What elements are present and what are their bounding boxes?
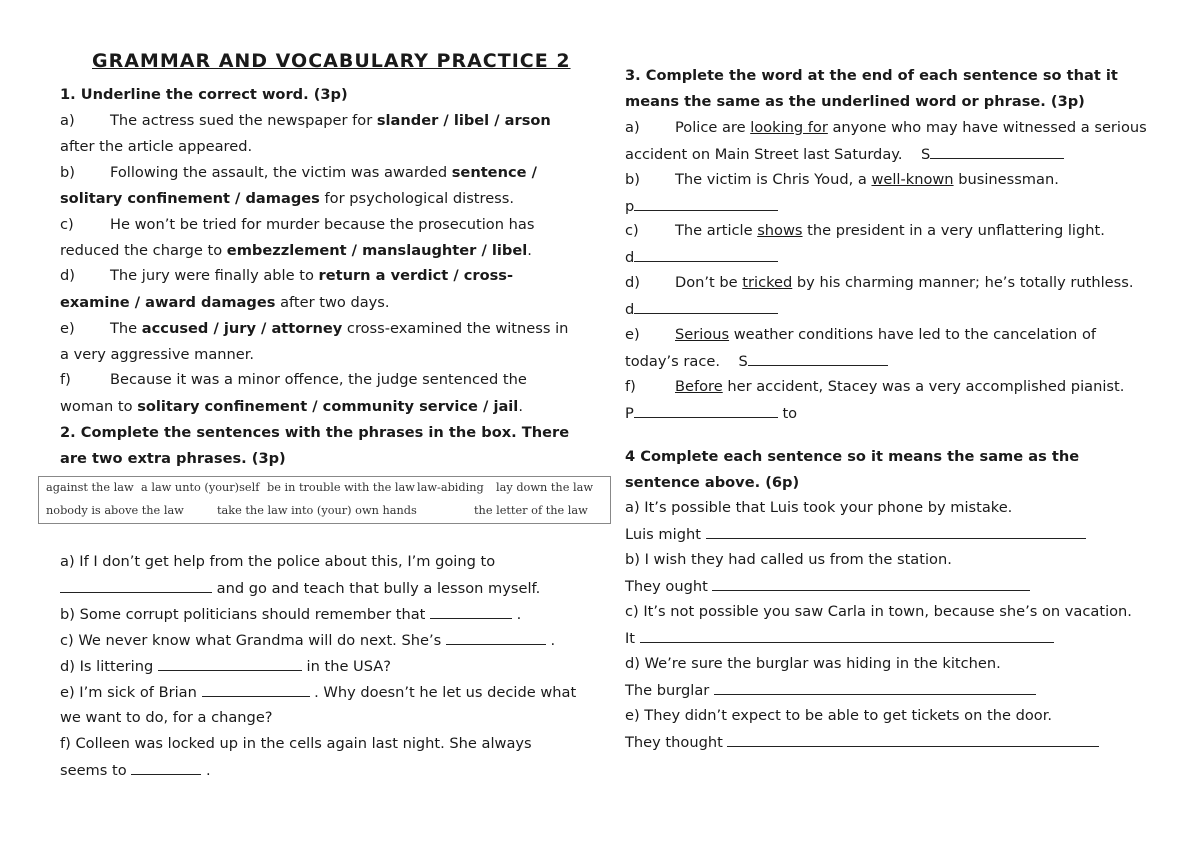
ex2-item-e-cont: we want to do, for a change? [60, 709, 273, 726]
ex1-item-b: b) Following the assault, the victim was awarded sentence / [60, 164, 537, 181]
answer-line[interactable] [640, 628, 1054, 643]
ex2-item-d: d) Is littering in the USA? [60, 658, 392, 675]
ex1-heading: 1. Underline the correct word. (3p) [60, 86, 348, 103]
answer-blank[interactable] [158, 656, 302, 671]
ex1-item-d: d) The jury were finally able to return a verdict / cross- [60, 267, 514, 284]
phrase: nobody is above the law [46, 504, 184, 517]
ex3-item-c-cont: d [625, 247, 778, 268]
answer-blank[interactable] [202, 682, 310, 697]
ex2-item-a-cont: and go and teach that bully a lesson myself. [60, 578, 540, 599]
ex4-item-a-answer: Luis might [625, 524, 1086, 545]
ex4-item-b: b) I wish they had called us from the station. [625, 551, 952, 568]
ex4-item-c-answer: It [625, 628, 1054, 649]
answer-line[interactable] [706, 524, 1086, 539]
ex3-item-b: b) The victim is Chris Youd, a well-known businessman. [625, 171, 1059, 188]
answer-blank[interactable] [634, 247, 778, 262]
phrase: a law unto (your)self [141, 481, 260, 494]
ex2-item-b: b) Some corrupt politicians should remember that . [60, 606, 522, 623]
ex3-item-f-cont: P to [625, 405, 798, 422]
answer-blank[interactable] [446, 630, 546, 645]
phrase: law-abiding [417, 481, 484, 494]
ex2-item-f-cont: seems to . [60, 762, 211, 779]
phrase-box [38, 476, 611, 524]
ex1-item-c-cont: reduced the charge to embezzlement / manslaughter / libel. [60, 242, 532, 259]
ex1-item-e-cont: a very aggressive manner. [60, 346, 255, 363]
ex1-item-a-cont: after the article appeared. [60, 138, 253, 155]
ex1-item-f: f) Because it was a minor offence, the judge sentenced the [60, 371, 527, 388]
ex3-item-f: f) Before her accident, Stacey was a very accomplished pianist. [625, 378, 1125, 395]
ex1-item-d-cont: examine / award damages after two days. [60, 294, 390, 311]
ex4-item-d-answer: The burglar [625, 680, 1036, 701]
ex4-item-b-answer: They ought [625, 576, 1030, 597]
worksheet-title: GRAMMAR AND VOCABULARY PRACTICE 2 [92, 50, 571, 72]
ex4-heading-cont: sentence above. (6p) [625, 474, 800, 491]
answer-blank[interactable] [634, 299, 778, 314]
ex3-item-c: c) The article shows the president in a very unflattering light. [625, 222, 1105, 239]
answer-line[interactable] [727, 732, 1099, 747]
answer-blank[interactable] [430, 604, 512, 619]
ex3-item-e-cont: today’s race. S [625, 351, 888, 372]
ex4-item-a: a) It’s possible that Luis took your phone by mistake. [625, 499, 1013, 516]
ex3-heading: 3. Complete the word at the end of each sentence so that it [625, 67, 1118, 84]
ex2-item-a: a) If I don’t get help from the police about this, I’m going to [60, 553, 496, 570]
answer-blank[interactable] [930, 144, 1064, 159]
ex3-item-a: a) Police are looking for anyone who may have witnessed a serious [625, 119, 1147, 136]
ex4-item-e-answer: They thought [625, 732, 1099, 753]
ex3-item-d: d) Don’t be tricked by his charming manner; he’s totally ruthless. [625, 274, 1134, 291]
answer-line[interactable] [712, 576, 1030, 591]
ex4-item-d: d) We’re sure the burglar was hiding in the kitchen. [625, 655, 1001, 672]
ex2-item-e: e) I’m sick of Brian . Why doesn’t he let us decide what [60, 684, 577, 701]
phrase: be in trouble with the law [267, 481, 415, 494]
phrase: take the law into (your) own hands [217, 504, 417, 517]
answer-blank[interactable] [131, 760, 201, 775]
ex3-item-b-cont: p [625, 196, 778, 217]
ex2-item-c: c) We never know what Grandma will do next. She’s . [60, 632, 556, 649]
ex2-heading-cont: are two extra phrases. (3p) [60, 450, 286, 467]
ex4-item-e: e) They didn’t expect to be able to get tickets on the door. [625, 707, 1052, 724]
ex1-item-f-cont: woman to solitary confinement / community service / jail. [60, 398, 523, 415]
ex3-heading-cont: means the same as the underlined word or phrase. (3p) [625, 93, 1085, 110]
phrase: against the law [46, 481, 134, 494]
ex1-item-e: e) The accused / jury / attorney cross-examined the witness in [60, 320, 569, 337]
answer-blank[interactable] [634, 196, 778, 211]
answer-blank[interactable] [634, 403, 778, 418]
answer-blank[interactable] [748, 351, 888, 366]
ex1-item-a: a) The actress sued the newspaper for slander / libel / arson [60, 112, 551, 129]
ex1-item-c: c) He won’t be tried for murder because the prosecution has [60, 216, 535, 233]
phrase: the letter of the law [474, 504, 588, 517]
ex3-item-a-cont: accident on Main Street last Saturday. S [625, 144, 1064, 165]
answer-blank[interactable] [60, 578, 212, 593]
ex2-item-f: f) Colleen was locked up in the cells again last night. She always [60, 735, 532, 752]
ex3-item-d-cont: d [625, 299, 778, 320]
ex2-heading: 2. Complete the sentences with the phrases in the box. There [60, 424, 570, 441]
ex3-item-e: e) Serious weather conditions have led to the cancelation of [625, 326, 1097, 343]
ex1-item-b-cont: solitary confinement / damages for psychological distress. [60, 190, 515, 207]
answer-line[interactable] [714, 680, 1036, 695]
phrase: lay down the law [496, 481, 593, 494]
ex4-heading: 4 Complete each sentence so it means the same as the [625, 448, 1080, 465]
ex4-item-c: c) It’s not possible you saw Carla in town, because she’s on vacation. [625, 603, 1132, 620]
